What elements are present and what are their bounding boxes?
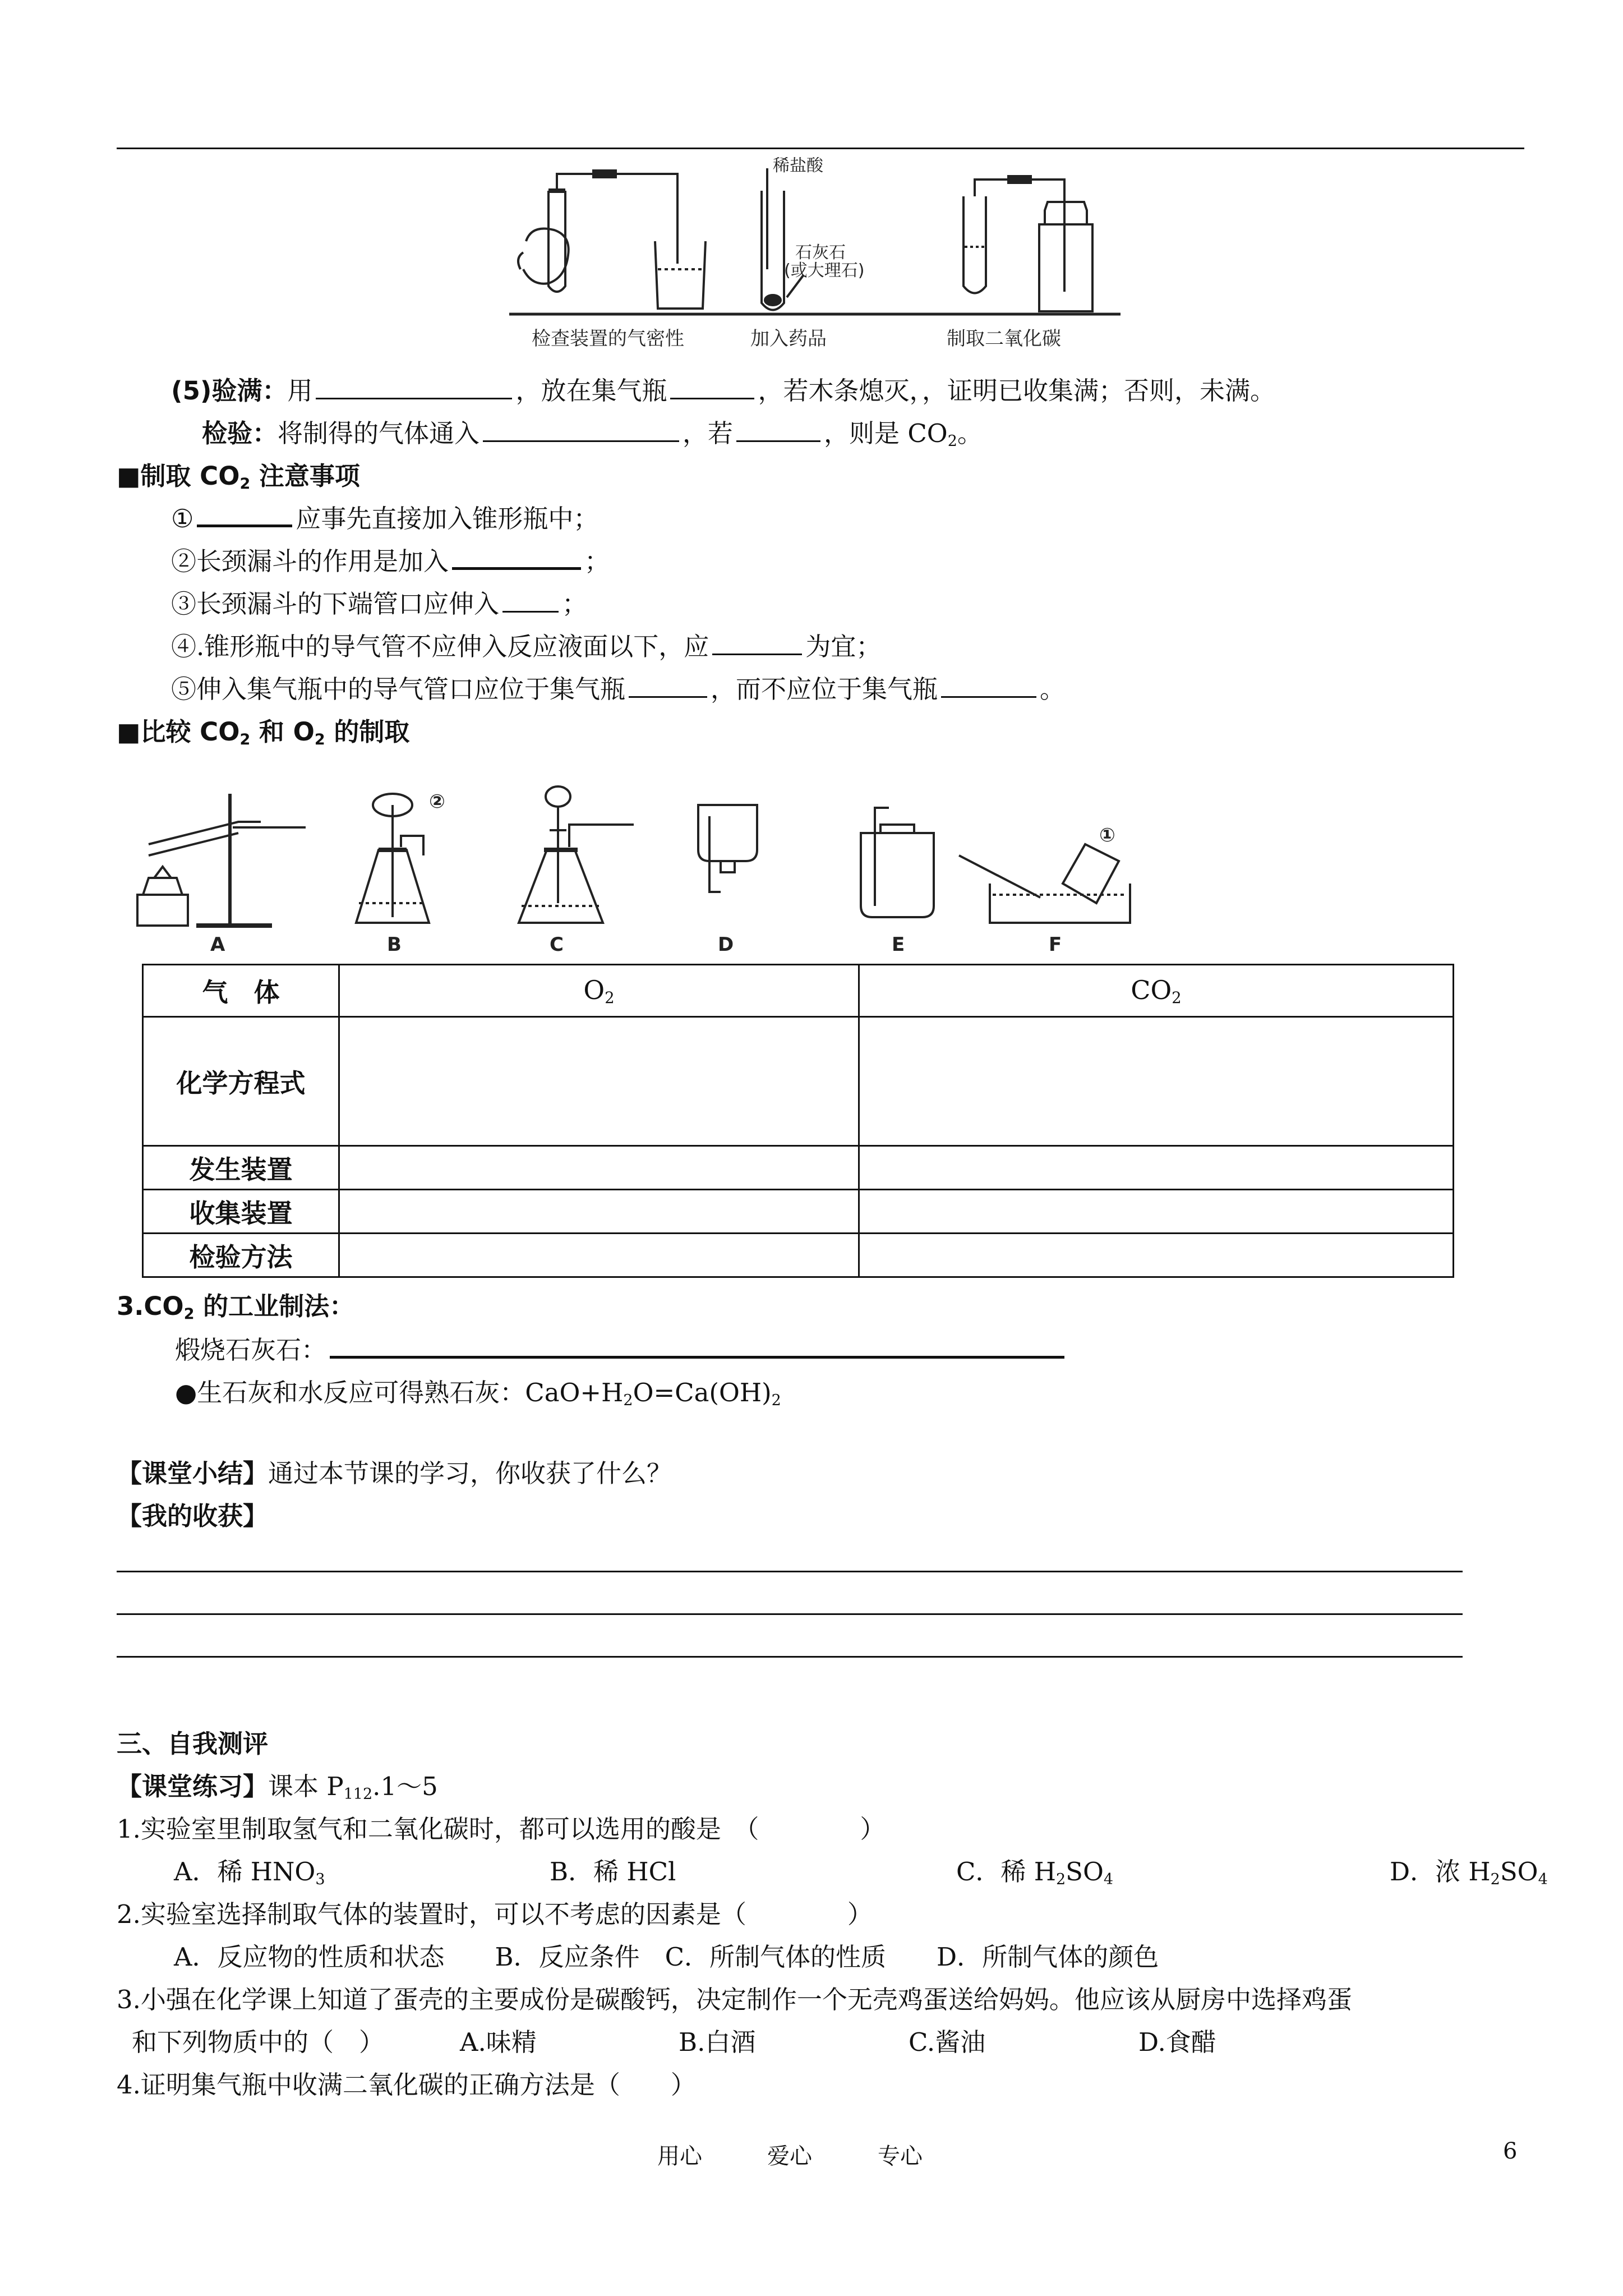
- notes-heading: [117, 455, 360, 493]
- calcine-line: [175, 1329, 1068, 1366]
- compare-heading-sub2: 2: [314, 730, 325, 748]
- apparatus-label-b: B: [387, 933, 402, 956]
- q1-c-mid: SO: [1066, 1857, 1104, 1887]
- q3-option-d[interactable]: D.食醋: [1138, 2027, 1216, 2057]
- notes-heading-b: 注意事项: [250, 461, 360, 491]
- q1-a-text: A．稀 HNO: [174, 1857, 316, 1887]
- note-5-text-b: ，而不应位于集气瓶: [711, 674, 938, 704]
- note-2-text: ②长颈漏斗的作用是加入: [171, 546, 449, 576]
- lime-line: [175, 1372, 781, 1409]
- note-5-text-a: ⑤伸入集气瓶中的导气管口应位于集气瓶: [171, 674, 626, 704]
- note-3-blank[interactable]: [502, 610, 559, 613]
- test-blank-1[interactable]: [483, 440, 679, 442]
- row-equation: 化学方程式: [143, 1017, 339, 1146]
- note-2: [171, 541, 610, 577]
- self-test-heading: 三、自我测评: [117, 1729, 269, 1759]
- apparatus-label-a: A: [210, 933, 225, 956]
- header-co2-text: CO: [1131, 974, 1172, 1005]
- label-marble: (或大理石): [784, 261, 865, 280]
- header-rule: [117, 148, 1524, 149]
- test-text-1: 将制得的气体通入: [278, 418, 480, 448]
- apparatus-label-c: C: [550, 933, 564, 956]
- label-limestone: 石灰石: [795, 243, 846, 263]
- q3-option-b[interactable]: B.白酒: [679, 2027, 756, 2057]
- mark-bottle: ①: [1099, 824, 1115, 846]
- label-dilute-hcl: 稀盐酸: [773, 157, 823, 176]
- footer-motto-3: 专心: [878, 2143, 923, 2169]
- cell-o2-equation[interactable]: [339, 1017, 859, 1146]
- verify-prefix: (5)验满：: [171, 376, 288, 406]
- table-row: [143, 1017, 1454, 1146]
- q1-d-mid: SO: [1500, 1857, 1538, 1887]
- apparatus-label-e: E: [892, 933, 905, 956]
- note-5-blank-2[interactable]: [941, 696, 1036, 698]
- q1-a-sub: 3: [315, 1870, 325, 1888]
- cell-co2-collector[interactable]: [859, 1190, 1454, 1234]
- industrial-heading-sub: 2: [183, 1305, 195, 1323]
- gain-label: 【我的收获】: [117, 1501, 269, 1531]
- footer-motto-2: 爱心: [767, 2143, 812, 2169]
- note-3: [171, 583, 587, 620]
- compare-heading-c: 的制取: [325, 717, 410, 747]
- notes-heading-a: ■制取 CO: [117, 461, 240, 491]
- question-3-line-2: 和下列物质中的（ ）: [132, 2027, 385, 2057]
- lime-sub-2: 2: [771, 1391, 781, 1409]
- table-row: [143, 1146, 1454, 1190]
- caption-add-reagents: 加入药品: [750, 328, 827, 350]
- test-text-2: ，若: [683, 418, 734, 448]
- test-text-4: 。: [957, 418, 983, 448]
- q1-c-sub2: 4: [1103, 1870, 1114, 1888]
- verify-text-1: 用: [287, 376, 313, 406]
- question-4: 4.证明集气瓶中收满二氧化碳的正确方法是（ ）: [117, 2070, 696, 2100]
- q1-d-sub2: 4: [1538, 1870, 1548, 1888]
- lime-sub-1: 2: [623, 1391, 633, 1409]
- verify-text-3: ，若木条熄灭，，证明已收集满；否则，未满。: [758, 376, 1275, 406]
- note-5-end: 。: [1040, 674, 1066, 704]
- practice-text-b: .1～5: [372, 1772, 438, 1801]
- notes-heading-sub: 2: [239, 475, 251, 493]
- compare-heading-a: ■比较 CO: [117, 717, 240, 747]
- note-2-blank[interactable]: [452, 567, 581, 570]
- q3-option-c[interactable]: C.酱油: [909, 2027, 986, 2057]
- header-o2-sub: 2: [605, 988, 615, 1007]
- caption-produce-co2: 制取二氧化碳: [947, 328, 1061, 350]
- table-row: [143, 1234, 1454, 1277]
- apparatus-label-d: D: [718, 933, 734, 956]
- cell-o2-test[interactable]: [339, 1234, 859, 1277]
- question-1: 1.实验室里制取氢气和二氧化碳时，都可以选用的酸是 （ ）: [117, 1814, 886, 1844]
- cell-co2-generator[interactable]: [859, 1146, 1454, 1190]
- header-gas: 气 体: [143, 965, 339, 1017]
- verify-blank-2[interactable]: [670, 397, 754, 399]
- q2-options[interactable]: A．反应物的性质和状态 B．反应条件 C．所制气体的性质 D．所制气体的颜色: [174, 1942, 1159, 1972]
- cell-co2-equation[interactable]: [859, 1017, 1454, 1146]
- industrial-heading-a: 3.CO: [117, 1291, 184, 1321]
- test-sub: 2: [947, 432, 957, 450]
- compare-heading-b: 和 O: [250, 717, 315, 747]
- note-1: [171, 498, 598, 535]
- note-4: [171, 626, 881, 662]
- verify-line: [171, 370, 1275, 407]
- practice-line: [117, 1766, 438, 1803]
- test-text-3: ，则是 CO: [824, 418, 948, 448]
- q1-option-d[interactable]: [1390, 1851, 1548, 1888]
- answer-line-3[interactable]: [117, 1656, 1463, 1658]
- row-collector: 收集装置: [143, 1190, 339, 1234]
- verify-blank-1[interactable]: [316, 397, 512, 399]
- header-co2: [859, 965, 1454, 1017]
- practice-sub: 112: [343, 1785, 373, 1803]
- table-row: [143, 1190, 1454, 1234]
- mark-funnel: ②: [429, 790, 445, 813]
- note-3-text: ③长颈漏斗的下端管口应伸入: [171, 589, 500, 619]
- note-4-end: 为宜；: [805, 632, 882, 661]
- caption-airtightness: 检查装置的气密性: [532, 328, 684, 350]
- test-line: [202, 413, 983, 450]
- apparatus-figure: [132, 783, 1141, 956]
- cell-o2-generator[interactable]: [339, 1146, 859, 1190]
- note-5-blank-1[interactable]: [629, 696, 707, 698]
- note-4-blank[interactable]: [712, 653, 802, 655]
- cell-o2-collector[interactable]: [339, 1190, 859, 1234]
- test-prefix: 检验：: [202, 418, 278, 448]
- header-o2: [339, 965, 859, 1017]
- comparison-table: [142, 964, 1454, 1278]
- test-blank-2[interactable]: [736, 440, 820, 442]
- note-5: [171, 669, 1065, 705]
- header-co2-sub: 2: [1172, 988, 1182, 1007]
- compare-heading: [117, 711, 409, 748]
- industrial-heading: [117, 1286, 354, 1323]
- q1-c-text: C．稀 H: [956, 1857, 1056, 1887]
- co2-setup-figure: [509, 157, 1126, 359]
- question-3-line-1: 3.小强在化学课上知道了蛋壳的主要成份是碳酸钙，决定制作一个无壳鸡蛋送给妈妈。他应该从厨房中选择鸡蛋: [117, 1985, 1352, 2014]
- header-o2-text: O: [583, 974, 605, 1005]
- practice-text-a: 课本 P: [268, 1772, 344, 1801]
- note-2-end: ；: [584, 546, 610, 576]
- verify-text-2: ，放在集气瓶: [515, 376, 667, 406]
- footer-motto-1: 用心: [657, 2143, 702, 2169]
- note-4-text: ④.锥形瓶中的导气管不应伸入反应液面以下，应: [171, 632, 709, 661]
- q1-c-sub1: 2: [1055, 1870, 1066, 1888]
- q1-option-c[interactable]: [956, 1851, 1113, 1888]
- cell-co2-test[interactable]: [859, 1234, 1454, 1277]
- table-row: [143, 965, 1454, 1017]
- note-3-end: ；: [562, 589, 588, 619]
- industrial-heading-b: 的工业制法：: [194, 1291, 355, 1321]
- apparatus-label-f: F: [1049, 933, 1062, 956]
- row-test: 检验方法: [143, 1234, 339, 1277]
- note-1-num: ①: [171, 504, 194, 533]
- summary-text: 通过本节课的学习，你收获了什么？: [268, 1458, 672, 1488]
- q1-option-a[interactable]: [174, 1851, 325, 1888]
- row-generator: 发生装置: [143, 1146, 339, 1190]
- lime-text-mid: O=Ca(OH): [633, 1378, 772, 1407]
- calcine-blank[interactable]: [330, 1355, 1064, 1359]
- compare-heading-sub1: 2: [239, 730, 251, 748]
- page-number: 6: [1503, 2138, 1518, 2164]
- q1-option-b[interactable]: B．稀 HCl: [550, 1857, 676, 1887]
- summary-label: 【课堂小结】: [117, 1458, 269, 1488]
- answer-line-1[interactable]: [117, 1571, 1463, 1572]
- calcine-label: 煅烧石灰石：: [175, 1335, 327, 1365]
- lime-text: ●生石灰和水反应可得熟石灰：CaO+H: [175, 1378, 624, 1407]
- q1-d-sub1: 2: [1490, 1870, 1500, 1888]
- summary-line: [117, 1453, 672, 1489]
- answer-line-2[interactable]: [117, 1613, 1463, 1615]
- practice-label: 【课堂练习】: [117, 1772, 269, 1801]
- note-1-blank[interactable]: [197, 524, 292, 527]
- q3-option-a[interactable]: A.味精: [460, 2027, 537, 2057]
- question-2: 2.实验室选择制取气体的装置时，可以不考虑的因素是（ ）: [117, 1899, 873, 1929]
- note-1-text: 应事先直接加入锥形瓶中；: [296, 504, 599, 533]
- q1-d-text: D．浓 H: [1390, 1857, 1491, 1887]
